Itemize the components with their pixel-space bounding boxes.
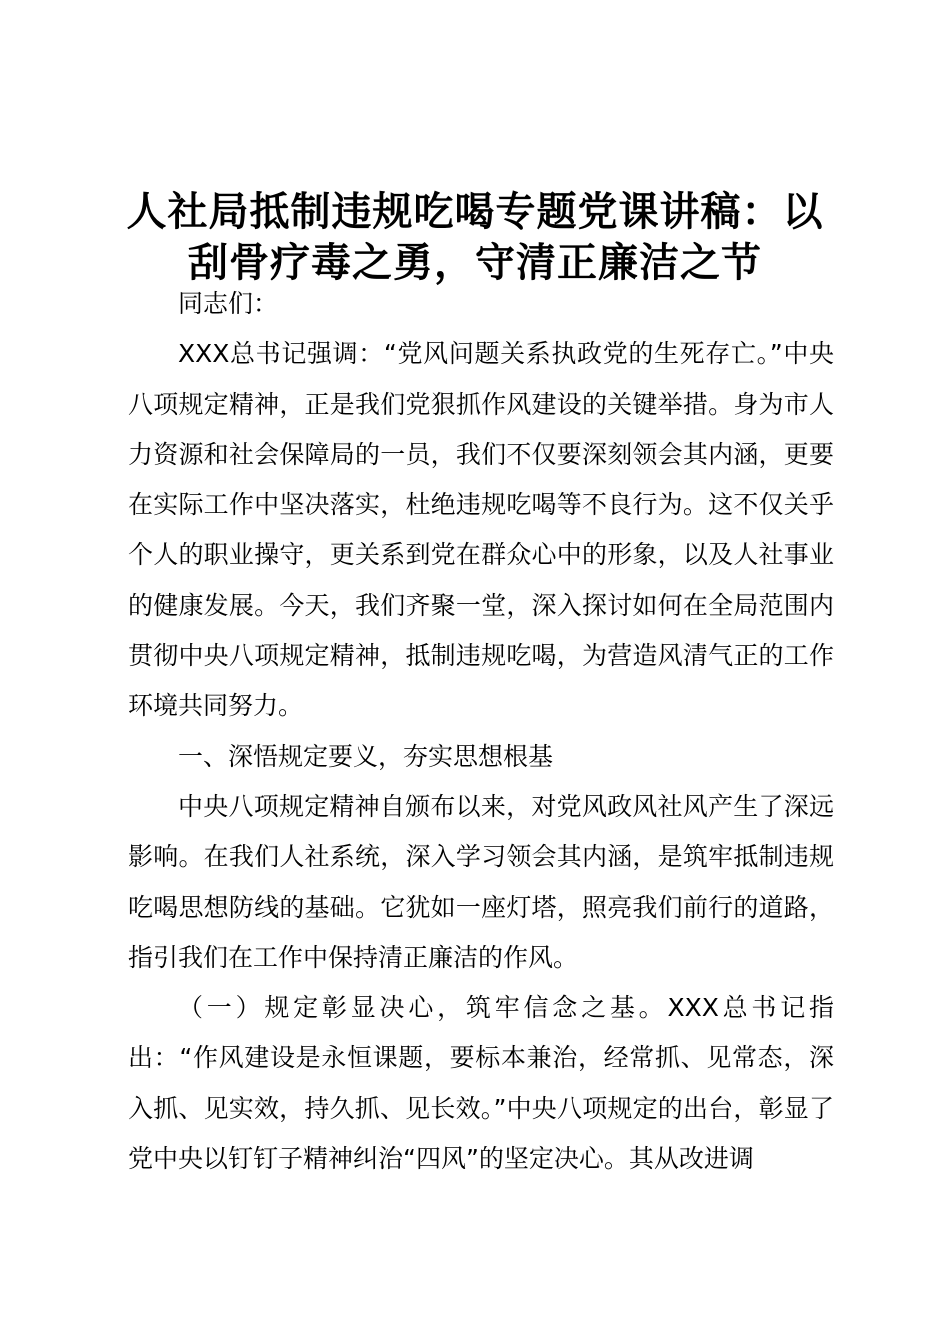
section-1-paragraph: 中央八项规定精神自颁布以来，对党风政风社风产生了深远影响。在我们人社系统，深入学习领会其内涵，是筑牢抵制违规吃喝思想防线的基础。它犹如一座灯塔，照亮我们前行的道路，指引我们在工作中保持清正廉洁的作风。 [128, 791, 834, 972]
salutation: 同志们： [178, 289, 279, 318]
document-title [110, 186, 840, 288]
title-line-1: 人社局抵制违规吃喝专题党课讲稿：以 [126, 188, 824, 235]
title-line-2: 刮骨疗毒之勇，守清正廉洁之节 [188, 239, 762, 286]
intro-paragraph: XXX总书记强调：“党风问题关系执政党的生死存亡。”中央八项规定精神，正是我们党狠抓作风建设的关键举措。身为市人力资源和社会保障局的一员，我们不仅要深刻领会其内涵，更要在实际工作中坚决落实，杜绝违规吃喝等不良行为。这不仅关乎个人的职业操守，更关系到党在群众心中的形象，以及人社事业的健康发展。今天，我们齐聚一堂，深入探讨如何在全局范围内贯彻中央八项规定精神，抵制违规吃喝，为营造风清气正的工作环境共同努力。 [128, 339, 834, 721]
document-body [128, 279, 834, 1184]
subsection-1-paragraph: （一）规定彰显决心，筑牢信念之基。XXX总书记指出：“作风建设是永恒课题，要标本兼治，经常抓、见常态，深入抓、见实效，持久抓、见长效。”中央八项规定的出台，彰显了党中央以钉钉子精神纠治“四风”的坚定决心。其从改进调 [128, 993, 834, 1174]
section-heading-1: 一、深悟规定要义，夯实思想根基 [178, 741, 554, 771]
